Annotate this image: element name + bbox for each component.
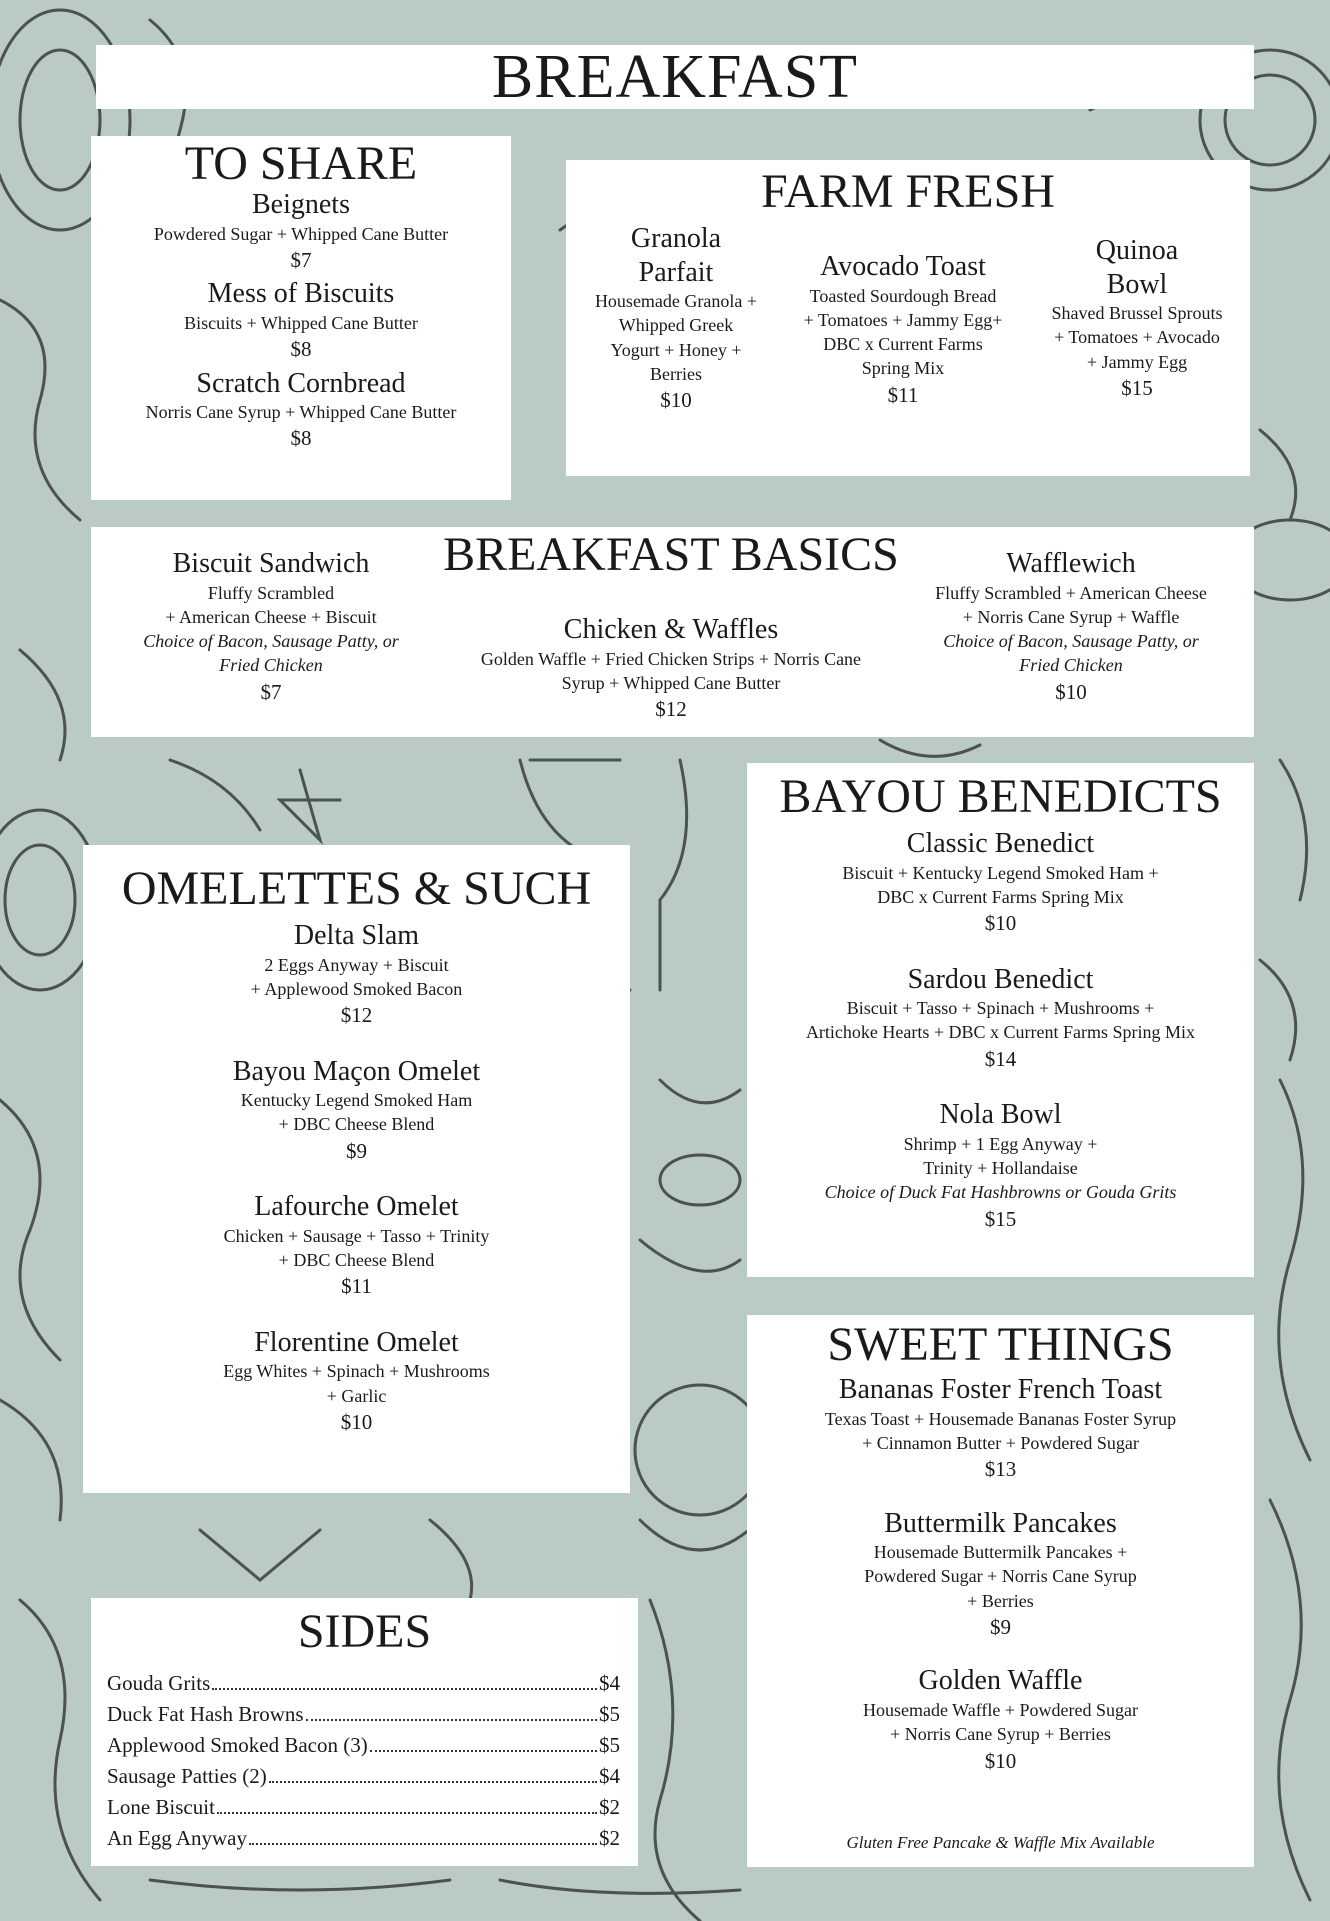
item-description: Housemade Waffle + Powdered Sugar — [863, 1700, 1138, 1721]
item-description: + Jammy Egg — [1086, 351, 1188, 372]
item-price: $10 — [340, 1409, 373, 1434]
item-name: Golden Waffle — [918, 1665, 1083, 1697]
to-share-section — [91, 136, 511, 500]
section-title-farm-fresh: FARM FRESH — [761, 165, 1055, 218]
item-price: $7 — [290, 247, 312, 272]
section-title-bayou-benedicts: BAYOU BENEDICTS — [779, 770, 1222, 823]
item-description: Biscuit + Kentucky Legend Smoked Ham + — [842, 862, 1159, 883]
section-title-to-share: TO SHARE — [184, 137, 418, 190]
item-description: + DBC Cheese Blend — [278, 1250, 435, 1271]
item-description: Shaved Brussel Sprouts — [1051, 303, 1223, 324]
item-price: $10 — [660, 388, 692, 413]
item-description: Texas Toast + Housemade Bananas Foster Syrup — [824, 1408, 1177, 1429]
item-price: $7 — [260, 679, 282, 704]
menu-item — [747, 1507, 1254, 1643]
sides-section — [91, 1598, 638, 1866]
side-name: Applewood Smoked Bacon (3) — [107, 1733, 368, 1757]
item-description: Spring Mix — [861, 358, 945, 379]
breakfast-basics-section — [91, 527, 1254, 737]
item-price: $15 — [984, 1206, 1017, 1231]
menu-item — [901, 547, 1241, 707]
menu-item — [747, 1098, 1254, 1234]
item-description: + Tomatoes + Avocado — [1054, 327, 1220, 348]
menu-item — [747, 963, 1254, 1075]
item-price: $9 — [346, 1138, 367, 1163]
side-item — [91, 1730, 638, 1761]
item-note: Choice of Duck Fat Hashbrowns or Gouda Grits — [824, 1182, 1177, 1203]
side-price: $4 — [599, 1671, 620, 1695]
item-name: Sardou Benedict — [907, 963, 1094, 995]
item-name: Scratch Cornbread — [196, 367, 406, 399]
section-title-sweet-things: SWEET THINGS — [827, 1318, 1174, 1371]
sweet-things-section — [747, 1315, 1254, 1867]
item-name: Avocado Toast — [820, 251, 986, 282]
item-name: Mess of Biscuits — [207, 278, 395, 310]
item-description: Fluffy Scrambled — [207, 582, 335, 603]
menu-item — [91, 367, 511, 454]
item-name: Bayou Maçon Omelet — [232, 1055, 481, 1087]
item-description: Whipped Greek — [618, 315, 734, 336]
item-description: + Garlic — [326, 1385, 387, 1406]
item-description: Trinity + Hollandaise — [923, 1158, 1078, 1179]
leader-dots — [306, 1719, 597, 1721]
menu-item — [747, 1373, 1254, 1485]
item-description: Yogurt + Honey + — [610, 339, 742, 360]
item-description: + Berries — [967, 1590, 1034, 1611]
item-name: Chicken & Waffles — [563, 614, 779, 645]
item-description: Biscuits + Whipped Cane Butter — [184, 312, 418, 333]
item-description: Fluffy Scrambled + American Cheese — [935, 582, 1207, 603]
item-price: $10 — [984, 1748, 1017, 1773]
leader-dots — [370, 1750, 597, 1752]
menu-item — [91, 188, 511, 275]
item-name: Wafflewich — [1006, 548, 1136, 579]
side-item — [91, 1823, 638, 1854]
side-price: $5 — [599, 1702, 620, 1726]
item-price: $10 — [984, 911, 1017, 936]
item-note: Choice of Bacon, Sausage Patty, or — [943, 631, 1199, 652]
item-name: Classic Benedict — [906, 828, 1095, 859]
item-description: DBC x Current Farms — [823, 334, 983, 355]
item-price: $11 — [887, 382, 919, 407]
item-price: $8 — [290, 426, 312, 451]
item-price: $9 — [990, 1615, 1011, 1640]
item-name: Biscuit Sandwich — [172, 548, 370, 579]
item-description: Housemade Granola + — [594, 291, 758, 312]
item-price: $15 — [1121, 376, 1153, 401]
item-price: $11 — [341, 1274, 372, 1299]
title-banner — [96, 42, 1254, 111]
item-note: Choice of Bacon, Sausage Patty, or — [143, 631, 399, 652]
item-description: Golden Waffle + Fried Chicken Strips + Norris Cane — [480, 648, 862, 669]
menu-item — [83, 1055, 630, 1167]
side-name: An Egg Anyway — [107, 1826, 247, 1850]
item-name: Lafourche Omelet — [254, 1191, 459, 1223]
item-price: $13 — [984, 1457, 1017, 1482]
side-price: $2 — [599, 1795, 620, 1819]
item-name: Quinoa — [1095, 235, 1179, 266]
item-description: Chicken + Sausage + Tasso + Trinity — [223, 1225, 490, 1246]
menu-item — [451, 613, 891, 725]
bayou-benedicts-section — [747, 763, 1254, 1277]
side-name: Lone Biscuit — [107, 1795, 215, 1819]
menu-item — [83, 919, 630, 1031]
leader-dots — [249, 1843, 597, 1845]
side-name: Sausage Patties (2) — [107, 1764, 267, 1788]
side-name: Gouda Grits — [107, 1671, 211, 1695]
item-price: $10 — [1055, 679, 1087, 704]
section-title-breakfast-basics: BREAKFAST BASICS — [443, 528, 899, 581]
item-name: Beignets — [252, 189, 350, 220]
menu-item — [83, 1326, 630, 1438]
leader-dots — [217, 1812, 597, 1814]
item-description: + Tomatoes + Jammy Egg+ — [803, 309, 1003, 330]
item-description: Shrimp + 1 Egg Anyway + — [903, 1133, 1098, 1154]
menu-item — [111, 547, 431, 707]
item-note: Fried Chicken — [219, 655, 323, 676]
gluten-free-note: Gluten Free Pancake & Waffle Mix Available — [846, 1833, 1155, 1852]
item-name: Buttermilk Pancakes — [884, 1507, 1117, 1539]
leader-dots — [212, 1688, 597, 1690]
item-description: + DBC Cheese Blend — [278, 1114, 435, 1135]
item-description: 2 Eggs Anyway + Biscuit — [264, 954, 449, 975]
item-description: + Cinnamon Butter + Powdered Sugar — [862, 1432, 1139, 1453]
item-price: $14 — [984, 1046, 1017, 1071]
item-description: + American Cheese + Biscuit — [165, 606, 377, 627]
item-description: + Norris Cane Syrup + Waffle — [962, 606, 1180, 627]
item-description: Powdered Sugar + Whipped Cane Butter — [153, 223, 449, 244]
side-item — [91, 1668, 638, 1699]
item-description: DBC x Current Farms Spring Mix — [877, 886, 1124, 907]
leader-dots — [269, 1781, 597, 1783]
side-price: $2 — [599, 1826, 620, 1850]
section-title-omelettes: OMELETTES & SUCH — [121, 862, 592, 915]
item-name: Florentine Omelet — [254, 1326, 459, 1358]
item-description: Toasted Sourdough Bread — [809, 285, 997, 306]
omelettes-section — [83, 845, 630, 1493]
item-price: $12 — [340, 1003, 373, 1028]
item-name: Delta Slam — [293, 920, 420, 951]
side-item — [91, 1761, 638, 1792]
menu-item — [576, 222, 776, 416]
item-price: $12 — [655, 697, 687, 722]
item-name: Nola Bowl — [939, 1099, 1062, 1131]
menu-item — [788, 250, 1018, 410]
menu-item — [91, 277, 511, 364]
side-price: $5 — [599, 1733, 620, 1757]
item-description: + Applewood Smoked Bacon — [250, 978, 463, 999]
farm-fresh-section — [566, 160, 1250, 476]
item-description: Berries — [650, 364, 702, 385]
item-description: Powdered Sugar + Norris Cane Syrup — [864, 1566, 1137, 1587]
menu-item — [83, 1190, 630, 1302]
item-name: Parfait — [638, 256, 714, 288]
item-description: Kentucky Legend Smoked Ham — [240, 1090, 473, 1111]
item-description: Biscuit + Tasso + Spinach + Mushrooms + — [846, 998, 1155, 1019]
item-name: Granola — [630, 223, 722, 254]
menu-item — [747, 827, 1254, 939]
item-name: Bananas Foster French Toast — [838, 1374, 1163, 1405]
item-price: $8 — [290, 337, 312, 362]
item-description: Norris Cane Syrup + Whipped Cane Butter — [145, 402, 457, 423]
section-title-sides: SIDES — [297, 1605, 432, 1658]
item-note: Fried Chicken — [1019, 655, 1123, 676]
item-description: Egg Whites + Spinach + Mushrooms — [223, 1361, 490, 1382]
side-price: $4 — [599, 1764, 620, 1788]
side-item — [91, 1699, 638, 1730]
menu-item — [1032, 234, 1242, 403]
side-name: Duck Fat Hash Browns — [107, 1702, 304, 1726]
side-item — [91, 1792, 638, 1823]
item-description: + Norris Cane Syrup + Berries — [890, 1724, 1111, 1745]
item-description: Housemade Buttermilk Pancakes + — [873, 1542, 1128, 1563]
page-title: BREAKFAST — [491, 42, 859, 111]
item-name: Bowl — [1106, 268, 1168, 300]
menu-item — [747, 1664, 1254, 1776]
item-description: Syrup + Whipped Cane Butter — [561, 672, 781, 693]
item-description: Artichoke Hearts + DBC x Current Farms Spring Mix — [805, 1022, 1196, 1043]
